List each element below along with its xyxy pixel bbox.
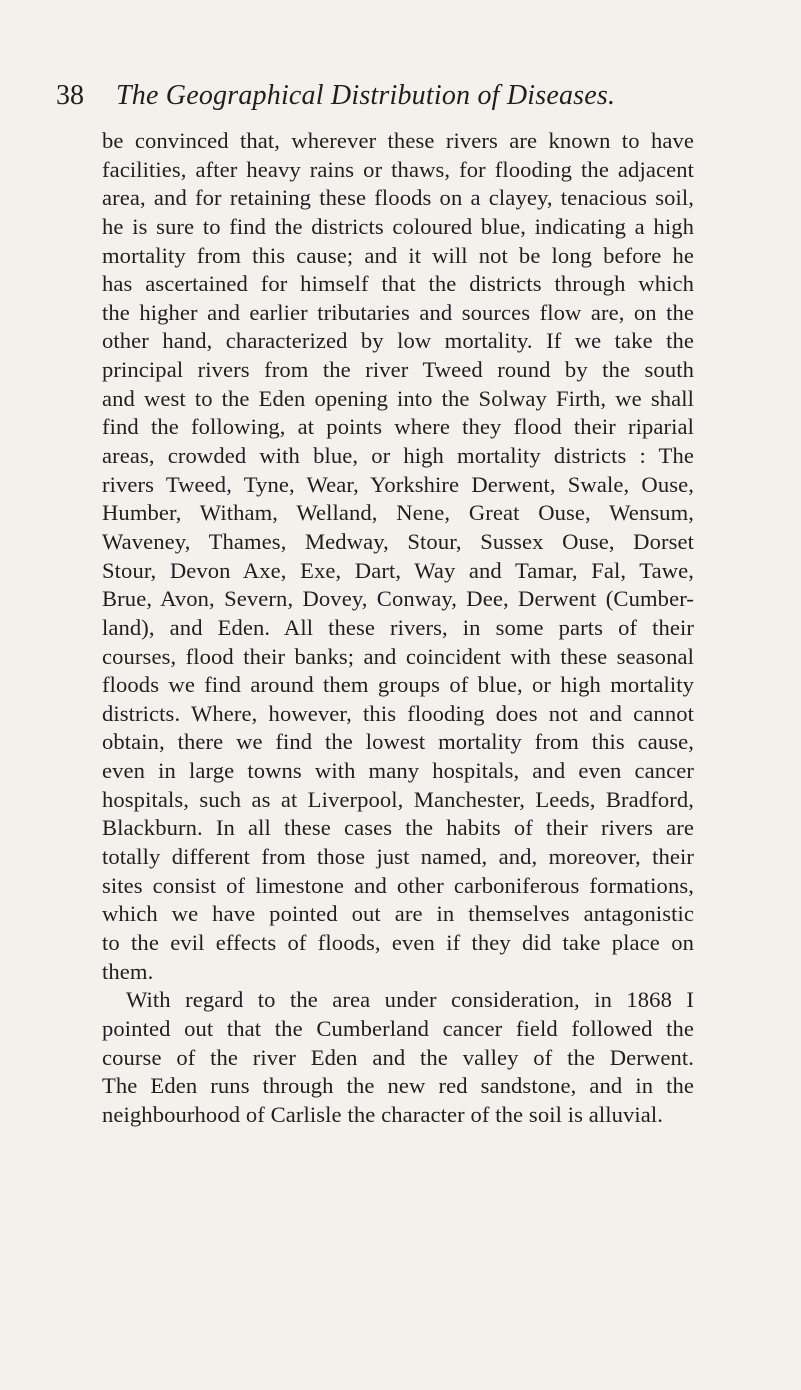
text-line: rivers Tweed, Tyne, Wear, Yorkshire Derwent, Swale, Ouse,: [102, 471, 694, 497]
text-line: totally different from those just named, and, moreover, their: [102, 844, 694, 870]
running-title: The Geographical Distribution of Diseases.: [116, 80, 616, 111]
text-line: find the following, at points where they flood their riparial: [102, 414, 694, 440]
text-line: sites consist of limestone and other carboniferous formations,: [102, 872, 694, 898]
running-head: [56, 76, 746, 116]
text-line: neighbourhood of Carlisle the character of the soil is alluvial.: [102, 1101, 664, 1127]
text-line: course of the river Eden and the valley of the Derwent.: [102, 1044, 694, 1070]
text-line: other hand, characterized by low mortality. If we take the: [102, 328, 694, 354]
text-line: The Eden runs through the new red sandstone, and in the: [102, 1073, 694, 1099]
page-number: 38: [56, 80, 84, 111]
text-line: Blackburn. In all these cases the habits of their rivers are: [102, 815, 694, 841]
text-line: be convinced that, wherever these rivers are known to have: [102, 128, 694, 153]
text-line: Humber, Witham, Welland, Nene, Great Ouse, Wensum,: [102, 500, 694, 526]
text-line: courses, flood their banks; and coincident with these seasonal: [102, 643, 694, 669]
text-line: areas, crowded with blue, or high mortality districts : The: [102, 443, 694, 469]
text-line: districts. Where, however, this flooding does not and cannot: [102, 700, 694, 726]
text-line: Stour, Devon Axe, Exe, Dart, Way and Tamar, Fal, Tawe,: [102, 557, 694, 583]
paragraph: [102, 127, 694, 986]
text-line: obtain, there we find the lowest mortality from this cause,: [102, 729, 694, 755]
text-line: which we have pointed out are in themselves antagonistic: [102, 901, 694, 927]
text-line: Brue, Avon, Severn, Dovey, Conway, Dee, Derwent (Cumber-: [102, 586, 694, 612]
text-line: Waveney, Thames, Medway, Stour, Sussex Ouse, Dorset: [102, 528, 694, 554]
text-line: hospitals, such as at Liverpool, Manchester, Leeds, Bradford,: [102, 786, 694, 812]
text-line: mortality from this cause; and it will not be long before he: [102, 242, 694, 268]
text-line: pointed out that the Cumberland cancer field followed the: [102, 1015, 694, 1041]
text-line: has ascertained for himself that the districts through which: [102, 271, 694, 297]
text-line: area, and for retaining these floods on a clayey, tenacious soil,: [102, 185, 694, 211]
text-line: he is sure to find the districts coloured blue, indicating a high: [102, 213, 694, 239]
text-line: the higher and earlier tributaries and sources flow are, on the: [102, 299, 694, 325]
text-line: facilities, after heavy rains or thaws, for flooding the adjacent: [102, 156, 694, 182]
text-line: them.: [102, 958, 154, 984]
text-line: and west to the Eden opening into the Solway Firth, we shall: [102, 385, 694, 411]
text-line: even in large towns with many hospitals, and even cancer: [102, 758, 694, 784]
body-text: [102, 127, 694, 1129]
text-line: With regard to the area under consideration, in 1868 I: [126, 987, 694, 1013]
text-line: land), and Eden. All these rivers, in some parts of their: [102, 614, 694, 640]
text-line: to the evil effects of floods, even if they did take place on: [102, 929, 694, 955]
paragraph: [102, 986, 694, 1129]
text-line: floods we find around them groups of blue, or high mortality: [102, 672, 694, 698]
text-line: principal rivers from the river Tweed round by the south: [102, 357, 694, 383]
